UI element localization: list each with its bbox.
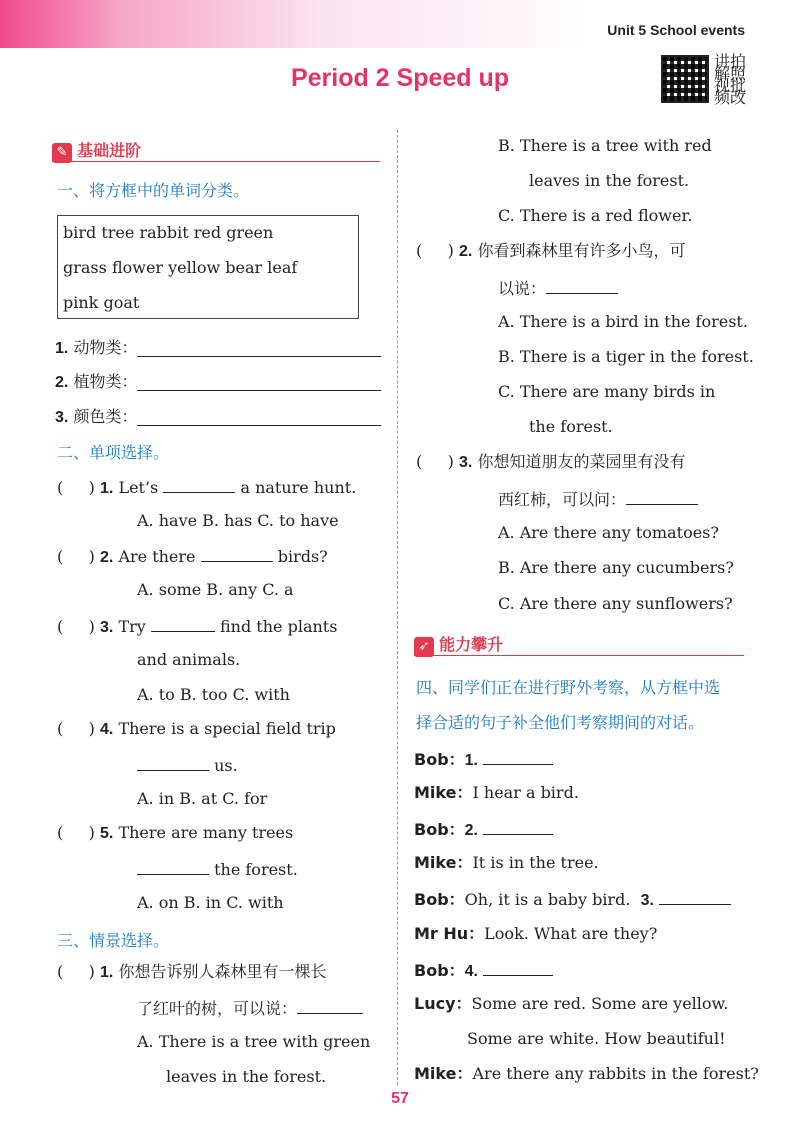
dialogue-line: Mike：I hear a bird.: [414, 783, 579, 802]
mc-question: ( ) 1. Let’s a nature hunt.: [57, 478, 357, 497]
mc-question: ( ) 4. There is a special field trip: [57, 719, 336, 738]
scene-option: A. There is a tree with green: [137, 1032, 371, 1051]
column-divider: [397, 130, 398, 1085]
answer-line[interactable]: [137, 425, 381, 426]
mc-options: A. in B. at C. for: [137, 789, 268, 808]
pencil-icon: ✎: [52, 143, 72, 163]
section-underline: [52, 161, 380, 162]
answer-line[interactable]: [137, 356, 381, 357]
scene-question-cont: 西红柿，可以问：: [498, 488, 698, 510]
scene-option: B. There is a tree with red: [498, 136, 712, 155]
dialogue-line: Bob：1.: [414, 748, 553, 771]
dialogue-line: Bob：Oh, it is a baby bird. 3.: [414, 888, 731, 911]
mc-question-cont: us.: [137, 754, 238, 776]
dialogue-line: Lucy：Some are red. Some are yellow.: [414, 994, 729, 1013]
scene-option: the forest.: [529, 417, 613, 436]
q1-item: 3. 颜色类：: [55, 407, 138, 426]
scene-question: ( ) 3. 你想知道朋友的菜园里有没有: [416, 452, 686, 471]
word-box-line: bird tree rabbit red green: [63, 223, 274, 242]
q4-instruction: 择合适的句子补全他们考察期间的对话。: [416, 713, 705, 732]
q2-instruction: 二、单项选择。: [57, 443, 170, 462]
dialogue-line: Some are white. How beautiful!: [467, 1029, 726, 1048]
section-underline: [414, 655, 744, 656]
scene-question-cont: 以说：: [498, 277, 618, 299]
qr-label: 讲拍解照视批频改: [714, 52, 747, 107]
page-title: Period 2 Speed up: [290, 64, 510, 92]
scene-question: ( ) 1. 你想告诉别人森林里有一棵长: [57, 962, 327, 981]
qr-code-icon: [661, 55, 709, 103]
mc-question: ( ) 5. There are many trees: [57, 823, 294, 842]
q1-item: 1. 动物类：: [55, 338, 138, 357]
q4-instruction: 四、同学们正在进行野外考察，从方框中选: [416, 678, 721, 697]
scene-option: leaves in the forest.: [529, 171, 690, 190]
mc-options: A. on B. in C. with: [137, 893, 284, 912]
page-number: 57: [391, 1090, 409, 1107]
mc-question: ( ) 3. Try find the plants: [57, 617, 338, 636]
word-box-line: grass flower yellow bear leaf: [63, 258, 298, 277]
section-heading-basic: ✎ 基础进阶: [52, 138, 141, 163]
answer-line[interactable]: [137, 390, 381, 391]
scene-option: C. There are many birds in: [498, 382, 716, 401]
mc-options: A. some B. any C. a: [137, 580, 294, 599]
dialogue-line: Mr Hu：Look. What are they?: [414, 924, 658, 943]
scene-option: C. Are there any sunflowers?: [498, 594, 733, 613]
scene-option: C. There is a red flower.: [498, 206, 693, 225]
dialogue-line: Bob：4.: [414, 959, 553, 982]
scene-question: ( ) 2. 你看到森林里有许多小鸟，可: [416, 241, 686, 260]
rocket-icon: ➶: [414, 637, 434, 657]
q3-instruction: 三、情景选择。: [57, 931, 170, 950]
word-box-line: pink goat: [63, 293, 140, 312]
mc-options: A. have B. has C. to have: [137, 511, 339, 530]
mc-question: ( ) 2. Are there birds?: [57, 547, 328, 566]
section-heading-advanced: ➶ 能力攀升: [414, 632, 503, 657]
dialogue-line: Mike：Are there any rabbits in the forest?: [414, 1064, 759, 1083]
scene-question-cont: 了红叶的树，可以说：: [137, 997, 363, 1019]
dialogue-line: Bob：2.: [414, 818, 553, 841]
mc-question-cont: and animals.: [137, 650, 241, 669]
mc-question-cont: the forest.: [137, 858, 298, 880]
mc-options: A. to B. too C. with: [137, 685, 290, 704]
scene-option: leaves in the forest.: [166, 1067, 327, 1086]
scene-option: B. Are there any cucumbers?: [498, 558, 734, 577]
unit-label: Unit 5 School events: [607, 22, 745, 38]
dialogue-line: Mike：It is in the tree.: [414, 853, 599, 872]
scene-option: A. Are there any tomatoes?: [498, 523, 719, 542]
scene-option: B. There is a tiger in the forest.: [498, 347, 754, 366]
q1-instruction: 一、将方框中的单词分类。: [57, 181, 250, 200]
scene-option: A. There is a bird in the forest.: [498, 312, 748, 331]
q1-item: 2. 植物类：: [55, 372, 138, 391]
